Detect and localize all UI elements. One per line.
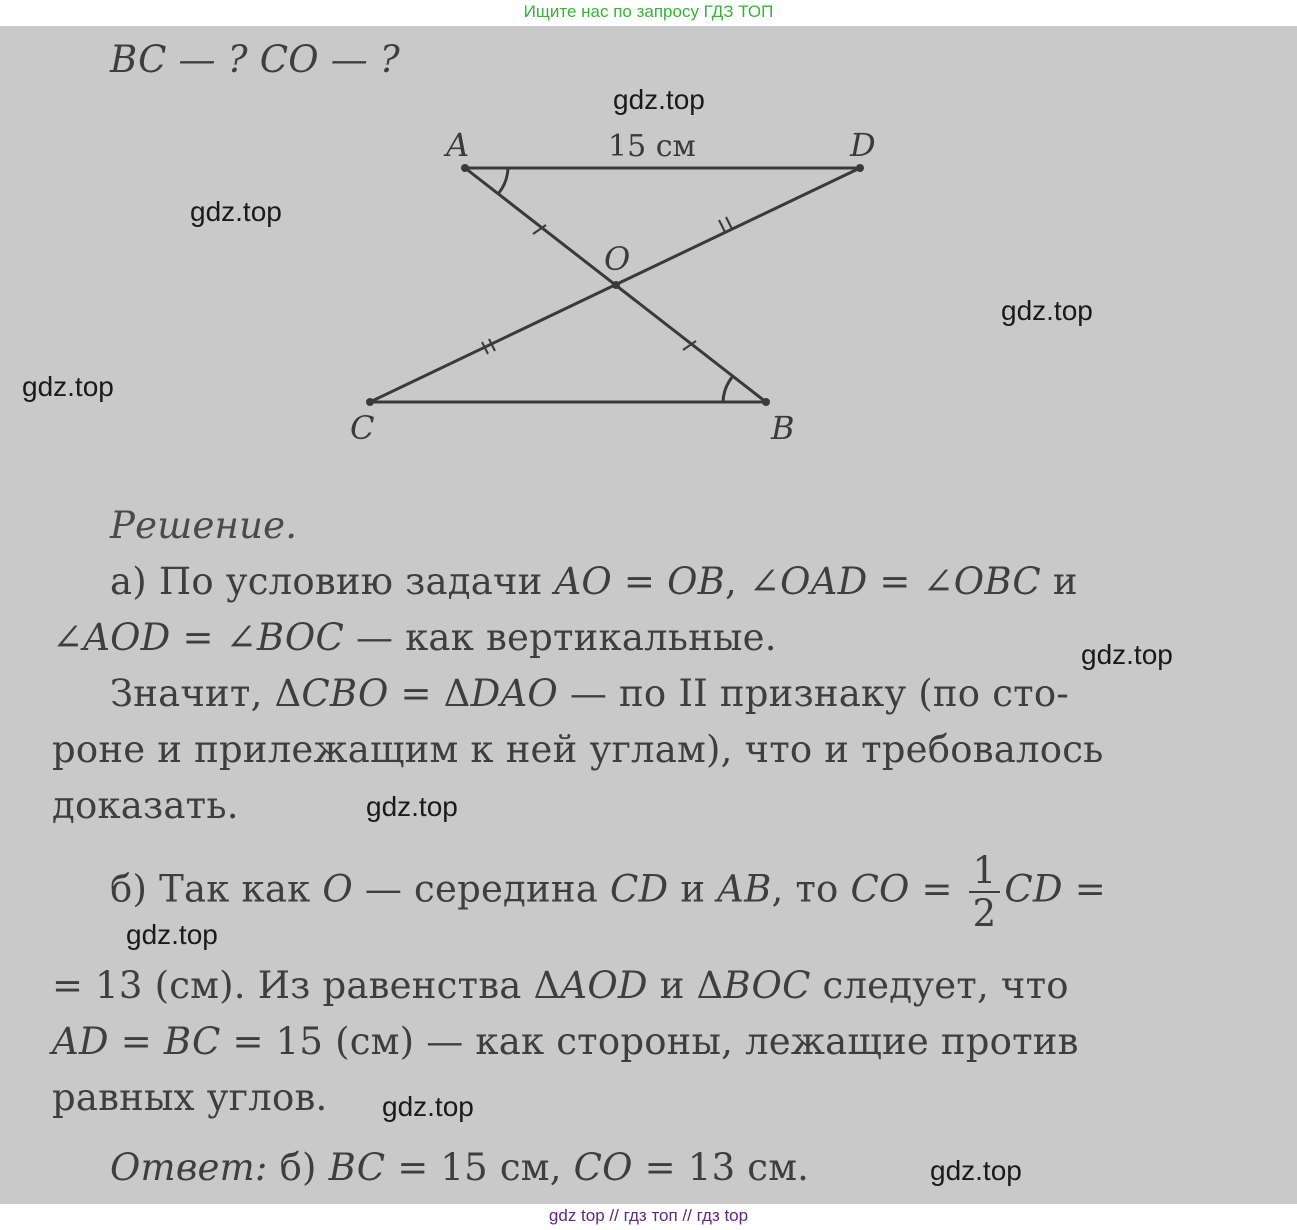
watermark: gdz.top: [930, 1155, 1022, 1186]
watermark: gdz.top: [366, 791, 458, 822]
tick-od-1: [719, 220, 725, 232]
solution-line-3: Значит, ΔCBO = ΔDAO — по II признаку (по сто-: [110, 672, 1069, 715]
top-banner: Ищите нас по запросу ГДЗ ТОП: [0, 0, 1297, 26]
solution-line-5: доказать.: [52, 784, 239, 827]
watermark: gdz.top: [1001, 295, 1093, 326]
angle-arc-b: [723, 376, 733, 402]
watermark: gdz.top: [126, 919, 218, 950]
label-b: B: [771, 409, 795, 447]
point-o: [612, 281, 620, 289]
point-d: [856, 164, 864, 172]
question-line: BC — ? CO — ?: [110, 38, 400, 81]
label-a: A: [446, 126, 470, 164]
watermark: gdz.top: [22, 371, 114, 402]
label-length-ad: 15 см: [608, 129, 696, 164]
answer-line: Ответ: б) BC = 15 см, CO = 13 см.: [110, 1146, 810, 1189]
label-d: D: [850, 126, 876, 164]
solution-line-6: б) Так как O — середина CD и AB, то CO = $\frac{1}{2}$ CD =: [110, 849, 1106, 935]
solution-line-8: AD = BC = 15 (см) — как стороны, лежащие против: [52, 1020, 1079, 1063]
bottom-banner: gdz top // гдз топ // гдз top: [0, 1204, 1297, 1230]
point-b: [762, 398, 770, 406]
solution-line-7: = 13 (см). Из равенства ΔAOD и ΔBOC следует, что: [52, 964, 1069, 1007]
point-c: [366, 398, 374, 406]
tick-od-2: [726, 217, 732, 229]
label-o: O: [604, 240, 631, 278]
watermark: gdz.top: [190, 196, 282, 227]
solution-line-9: равных углов.: [52, 1076, 328, 1119]
solution-line-4: роне и прилежащим к ней углам), что и требовалось: [52, 728, 1104, 771]
label-c: C: [350, 409, 375, 447]
solution-line-1: а) По условию задачи AO = OB, ∠OAD = ∠OBC и: [110, 560, 1078, 603]
watermark: gdz.top: [1081, 639, 1173, 670]
fraction-one-half: $\frac{1}{2}$: [969, 852, 1001, 932]
solution-line-2: ∠AOD = ∠BOC — как вертикальные.: [52, 616, 777, 659]
solution-heading: Решение.: [110, 504, 298, 547]
angle-arc-a: [498, 168, 508, 194]
point-a: [461, 164, 469, 172]
watermark: gdz.top: [382, 1091, 474, 1122]
watermark: gdz.top: [613, 84, 705, 115]
